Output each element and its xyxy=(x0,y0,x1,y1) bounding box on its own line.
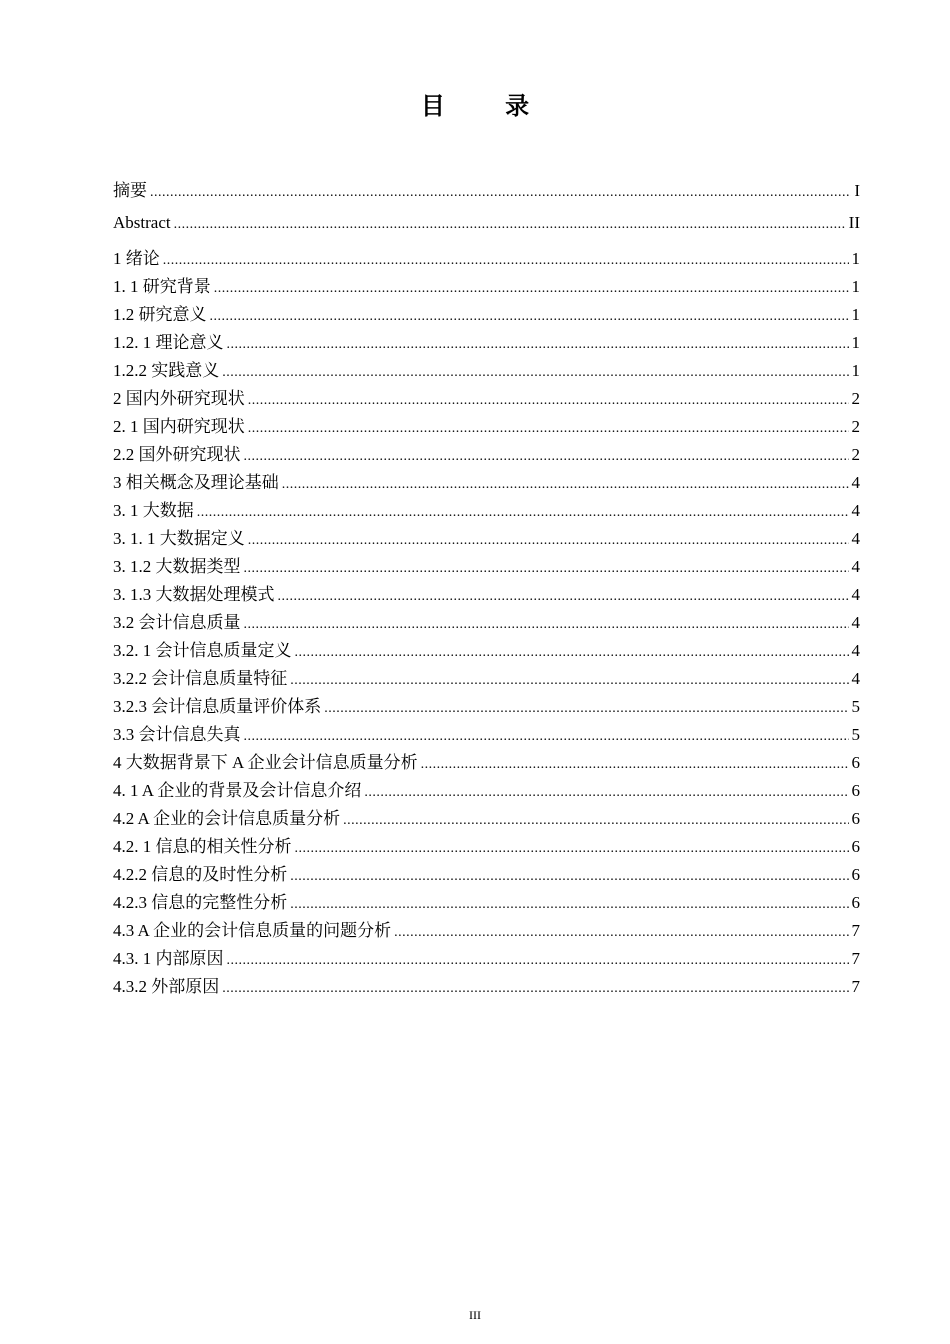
toc-dot-leader xyxy=(150,177,851,209)
toc-entry[interactable] xyxy=(113,777,860,805)
toc-entry[interactable] xyxy=(113,749,860,777)
toc-entry-label: 1. 1 研究背景 xyxy=(113,277,211,296)
toc-entry[interactable] xyxy=(113,175,860,207)
toc-entry-page: 4 xyxy=(851,613,860,632)
toc-dot-leader xyxy=(197,499,849,527)
toc-title: 目 录 xyxy=(420,92,556,120)
toc-dot-leader xyxy=(222,359,848,387)
toc-dot-leader xyxy=(227,947,849,975)
toc-entry-page: 4 xyxy=(851,501,860,520)
toc-entry[interactable] xyxy=(113,889,860,917)
toc-dot-leader xyxy=(295,639,849,667)
toc-entry-page: 6 xyxy=(851,893,860,912)
toc-entry-page: 1 xyxy=(851,277,860,296)
toc-entry-label: 4.3 A 企业的会计信息质量的问题分析 xyxy=(113,921,392,940)
toc-entry-label: 3.3 会计信息失真 xyxy=(113,725,241,744)
toc-entry-page: 5 xyxy=(851,697,860,716)
toc-dot-leader xyxy=(394,919,848,947)
toc-entry[interactable] xyxy=(113,609,860,637)
toc-entry[interactable] xyxy=(113,301,860,329)
toc-entry-label: 3.2.2 会计信息质量特征 xyxy=(113,669,288,688)
toc-entry-page: 1 xyxy=(851,361,860,380)
toc-entry-label: 4. 1 A 企业的背景及会计信息介绍 xyxy=(113,781,362,800)
toc-dot-leader xyxy=(227,331,849,359)
toc-entry-label: 摘要 xyxy=(113,181,147,200)
toc-entry-page: 2 xyxy=(851,417,860,436)
toc-entry-label: 3. 1. 1 大数据定义 xyxy=(113,529,245,548)
toc-entry[interactable] xyxy=(113,833,860,861)
toc-dot-leader xyxy=(421,751,849,779)
toc-entry-label: 4.3. 1 内部原因 xyxy=(113,949,224,968)
toc-entry-page: 1 xyxy=(851,333,860,352)
toc-entry[interactable] xyxy=(113,945,860,973)
toc-entry[interactable] xyxy=(113,553,860,581)
toc-dot-leader xyxy=(295,835,849,863)
toc-entry[interactable] xyxy=(113,245,860,273)
toc-entry-page: 6 xyxy=(851,809,860,828)
toc-entry[interactable] xyxy=(113,273,860,301)
toc-entry-page: 6 xyxy=(851,781,860,800)
toc-dot-leader xyxy=(343,807,848,835)
toc-entry-page: 1 xyxy=(851,305,860,324)
toc-entry-label: 4.2 A 企业的会计信息质量分析 xyxy=(113,809,341,828)
toc-entry[interactable] xyxy=(113,693,860,721)
toc-entry[interactable] xyxy=(113,329,860,357)
toc-entry[interactable] xyxy=(113,861,860,889)
toc-entry-label: 1 绪论 xyxy=(113,249,160,268)
toc-entry-page: 4 xyxy=(851,557,860,576)
toc-entry[interactable] xyxy=(113,357,860,385)
toc-entry[interactable] xyxy=(113,497,860,525)
toc-dot-leader xyxy=(163,247,849,275)
toc-entry-page: 4 xyxy=(851,585,860,604)
page-number: III xyxy=(469,1308,481,1322)
toc-entry[interactable] xyxy=(113,385,860,413)
toc-entry-page: 7 xyxy=(851,921,860,940)
toc-entry[interactable] xyxy=(113,917,860,945)
table-of-contents xyxy=(113,175,860,1001)
toc-dot-leader xyxy=(282,471,849,499)
toc-dot-leader xyxy=(290,667,848,695)
toc-entry[interactable] xyxy=(113,637,860,665)
toc-entry-page: I xyxy=(854,181,860,200)
toc-dot-leader xyxy=(290,863,848,891)
toc-entry-page: 4 xyxy=(851,669,860,688)
toc-entry-label: 4.3.2 外部原因 xyxy=(113,977,220,996)
toc-entry-label: 3.2. 1 会计信息质量定义 xyxy=(113,641,292,660)
toc-entry[interactable] xyxy=(113,805,860,833)
toc-dot-leader xyxy=(210,303,849,331)
toc-dot-leader xyxy=(248,527,849,555)
toc-dot-leader xyxy=(222,975,848,1003)
toc-dot-leader xyxy=(248,415,849,443)
toc-entry-label: Abstract xyxy=(113,213,171,232)
toc-entry-label: 1.2. 1 理论意义 xyxy=(113,333,224,352)
toc-entry-page: 7 xyxy=(851,949,860,968)
toc-dot-leader xyxy=(244,443,849,471)
toc-entry-label: 1.2 研究意义 xyxy=(113,305,207,324)
toc-dot-leader xyxy=(214,275,849,303)
toc-entry-page: 7 xyxy=(851,977,860,996)
toc-entry-page: 4 xyxy=(851,529,860,548)
toc-entry-label: 1.2.2 实践意义 xyxy=(113,361,220,380)
toc-entry-label: 4.2. 1 信息的相关性分析 xyxy=(113,837,292,856)
toc-entry[interactable] xyxy=(113,525,860,553)
toc-dot-leader xyxy=(364,779,848,807)
toc-entry-page: 2 xyxy=(851,389,860,408)
toc-entry[interactable] xyxy=(113,581,860,609)
toc-entry[interactable] xyxy=(113,413,860,441)
toc-dot-leader xyxy=(174,209,846,241)
toc-entry-page: 5 xyxy=(851,725,860,744)
toc-dot-leader xyxy=(324,695,848,723)
toc-dot-leader xyxy=(290,891,848,919)
toc-entry-page: 6 xyxy=(851,865,860,884)
toc-entry-label: 3. 1 大数据 xyxy=(113,501,194,520)
toc-entry-label: 4 大数据背景下 A 企业会计信息质量分析 xyxy=(113,753,418,772)
toc-entry-label: 3.2 会计信息质量 xyxy=(113,613,241,632)
toc-entry[interactable] xyxy=(113,441,860,469)
toc-dot-leader xyxy=(278,583,849,611)
toc-entry-page: 6 xyxy=(851,837,860,856)
toc-entry-label: 2. 1 国内研究现状 xyxy=(113,417,245,436)
toc-entry-label: 3. 1.3 大数据处理模式 xyxy=(113,585,275,604)
toc-entry-page: II xyxy=(848,213,860,232)
toc-entry-label: 2 国内外研究现状 xyxy=(113,389,245,408)
toc-dot-leader xyxy=(248,387,849,415)
toc-entry-label: 4.2.3 信息的完整性分析 xyxy=(113,893,288,912)
toc-entry[interactable] xyxy=(113,721,860,749)
toc-entry[interactable] xyxy=(113,665,860,693)
toc-entry-label: 4.2.2 信息的及时性分析 xyxy=(113,865,288,884)
toc-entry-label: 2.2 国外研究现状 xyxy=(113,445,241,464)
toc-entry-page: 4 xyxy=(851,641,860,660)
toc-entry[interactable] xyxy=(113,973,860,1001)
toc-entry[interactable] xyxy=(113,469,860,497)
toc-entry-page: 6 xyxy=(851,753,860,772)
toc-entry-label: 3.2.3 会计信息质量评价体系 xyxy=(113,697,322,716)
toc-dot-leader xyxy=(244,723,849,751)
toc-dot-leader xyxy=(244,555,849,583)
toc-entry[interactable] xyxy=(113,207,860,239)
toc-entry-page: 4 xyxy=(851,473,860,492)
toc-entry-label: 3 相关概念及理论基础 xyxy=(113,473,279,492)
toc-dot-leader xyxy=(244,611,849,639)
toc-entry-page: 1 xyxy=(851,249,860,268)
toc-entry-page: 2 xyxy=(851,445,860,464)
toc-entry-label: 3. 1.2 大数据类型 xyxy=(113,557,241,576)
